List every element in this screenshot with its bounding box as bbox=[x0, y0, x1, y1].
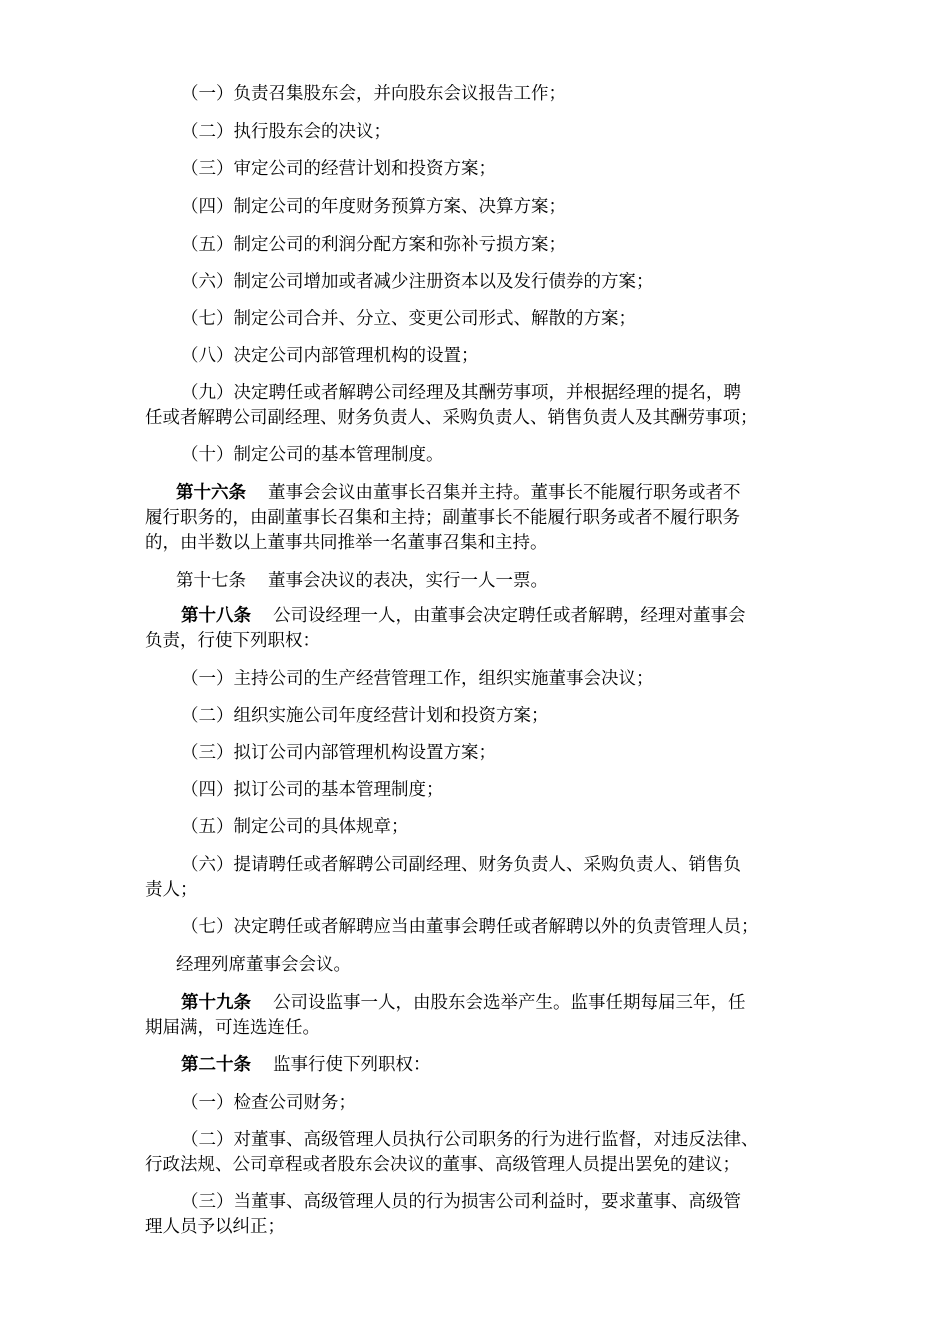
text-line: （七）决定聘任或者解聘应当由董事会聘任或者解聘以外的负责管理人员； bbox=[181, 917, 759, 937]
text-line: 期届满，可连选连任。 bbox=[145, 1018, 320, 1038]
article-16: 第十六条 董事会会议由董事长召集并主持。董事长不能履行职务或者不 bbox=[176, 483, 741, 503]
text-line: （四）拟订公司的基本管理制度； bbox=[181, 780, 444, 800]
article-heading: 第十六条 bbox=[176, 483, 246, 503]
article-20: 第二十条 监事行使下列职权： bbox=[181, 1055, 431, 1075]
text-line: （一）检查公司财务； bbox=[181, 1093, 356, 1113]
article-heading: 第二十条 bbox=[181, 1055, 251, 1075]
article-19: 第十九条 公司设监事一人，由股东会选举产生。监事任期每届三年，任 bbox=[181, 993, 746, 1013]
text-line: 经理列席董事会会议。 bbox=[176, 955, 351, 975]
article-18: 第十八条 公司设经理一人，由董事会决定聘任或者解聘，经理对董事会 bbox=[181, 606, 746, 626]
text-line: 履行职务的，由副董事长召集和主持；副董事长不能履行职务或者不履行职务 bbox=[145, 508, 740, 528]
text-line: 负责，行使下列职权： bbox=[145, 631, 320, 651]
text-line: （五）制定公司的具体规章； bbox=[181, 817, 409, 837]
text-line: 任或者解聘公司副经理、财务负责人、采购负责人、销售负责人及其酬劳事项； bbox=[145, 408, 758, 428]
article-17: 第十七条 董事会决议的表决，实行一人一票。 bbox=[176, 571, 548, 591]
text-line: （六）提请聘任或者解聘公司副经理、财务负责人、采购负责人、销售负 bbox=[181, 855, 741, 875]
text-line: （一）主持公司的生产经营管理工作，组织实施董事会决议； bbox=[181, 669, 654, 689]
text-line: （五）制定公司的利润分配方案和弥补亏损方案； bbox=[181, 235, 566, 255]
text-line: （二）组织实施公司年度经营计划和投资方案； bbox=[181, 706, 549, 726]
text-line: 责人； bbox=[145, 880, 198, 900]
text-line: 行政法规、公司章程或者股东会决议的董事、高级管理人员提出罢免的建议； bbox=[145, 1155, 740, 1175]
text-line: （四）制定公司的年度财务预算方案、决算方案； bbox=[181, 197, 566, 217]
text-line: （十）制定公司的基本管理制度。 bbox=[181, 445, 444, 465]
article-heading: 第十九条 bbox=[181, 993, 251, 1013]
text-line: （二）执行股东会的决议； bbox=[181, 122, 391, 142]
text-line: 的，由半数以上董事共同推举一名董事召集和主持。 bbox=[145, 533, 548, 553]
text-line: （八）决定公司内部管理机构的设置； bbox=[181, 346, 479, 366]
article-heading: 第十八条 bbox=[181, 606, 251, 626]
text-line: 理人员予以纠正； bbox=[145, 1217, 285, 1237]
text-line: （一）负责召集股东会，并向股东会议报告工作； bbox=[181, 84, 566, 104]
text-line: （三）拟订公司内部管理机构设置方案； bbox=[181, 743, 496, 763]
text-line: （七）制定公司合并、分立、变更公司形式、解散的方案； bbox=[181, 309, 636, 329]
text-line: （三）审定公司的经营计划和投资方案； bbox=[181, 159, 496, 179]
text-line: （六）制定公司增加或者减少注册资本以及发行债券的方案； bbox=[181, 272, 654, 292]
text-line: （二）对董事、高级管理人员执行公司职务的行为进行监督，对违反法律、 bbox=[181, 1130, 759, 1150]
text-line: （三）当董事、高级管理人员的行为损害公司利益时，要求董事、高级管 bbox=[181, 1192, 741, 1212]
text-line: （九）决定聘任或者解聘公司经理及其酬劳事项，并根据经理的提名，聘 bbox=[181, 383, 741, 403]
article-heading: 第十七条 bbox=[176, 571, 246, 591]
